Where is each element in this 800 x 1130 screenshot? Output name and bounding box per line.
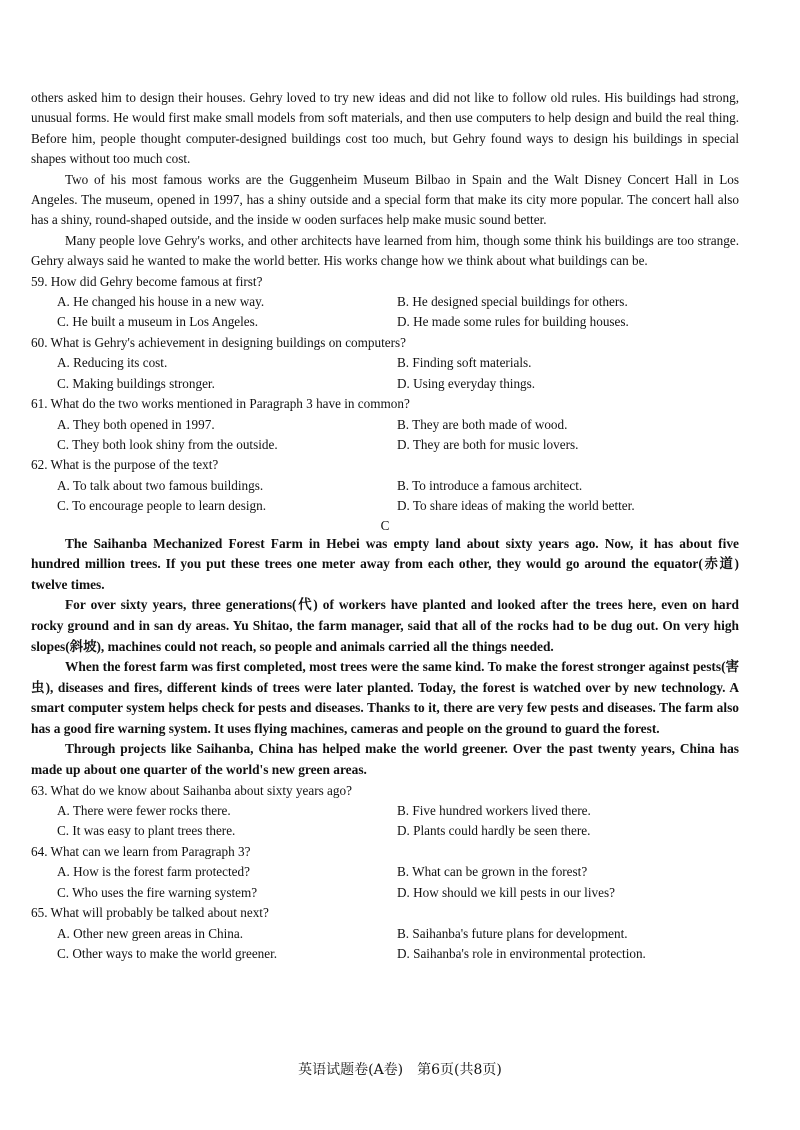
option-d[interactable]: D. To share ideas of making the world better. — [397, 498, 635, 514]
option-b[interactable]: B. They are both made of wood. — [397, 416, 568, 432]
question-stem: 59. How did Gehry become famous at first? — [31, 273, 263, 289]
question-stem: 60. What is Gehry's achievement in designing buildings on computers? — [31, 334, 406, 350]
option-a[interactable]: A. They both opened in 1997. — [57, 416, 215, 432]
passage-c — [31, 534, 739, 781]
option-a[interactable]: A. Other new green areas in China. — [57, 925, 244, 941]
option-b[interactable]: B. Five hundred workers lived there. — [397, 803, 591, 819]
option-c[interactable]: C. He built a museum in Los Angeles. — [57, 314, 259, 330]
option-b[interactable]: B. He designed special buildings for others. — [397, 294, 628, 310]
option-c[interactable]: C. Other ways to make the world greener. — [57, 945, 278, 961]
option-a[interactable]: A. There were fewer rocks there. — [57, 803, 231, 819]
option-d[interactable]: D. He made some rules for building houses. — [397, 314, 629, 330]
passage-b — [31, 88, 739, 272]
section-c-label: C — [380, 517, 390, 533]
option-b[interactable]: B. To introduce a famous architect. — [397, 477, 583, 493]
option-c[interactable]: C. Making buildings stronger. — [57, 375, 215, 391]
option-b[interactable]: B. Saihanba's future plans for development. — [397, 925, 628, 941]
option-a[interactable]: A. How is the forest farm protected? — [57, 864, 250, 880]
question-stem: 64. What can we learn from Paragraph 3? — [31, 843, 251, 859]
option-c[interactable]: C. It was easy to plant trees there. — [57, 823, 236, 839]
question-stem: 61. What do the two works mentioned in Paragraph 3 have in common? — [31, 396, 410, 412]
passage-b-paragraph-2: Two of his most famous works are the Guggenheim Museum Bilbao in Spain and the Walt Disney Concert Hall in Los Angeles. The museum, opened in 1997, has a shiny outside and a special form that make its city more popular. The concert hall also has a shiny, round-shaped outside, and the inside w ooden surfaces help make music sound better. — [31, 171, 739, 228]
passage-c-paragraph-3: When the forest farm was first completed, most trees were the same kind. To make the forest stronger against pests(害虫), diseases and fires, different kinds of trees were later planted. Today, the forest is watched over by new technology. A smart computer system helps check for pests and diseases. Thanks to it, there are very few pests and diseases. The farm also has a good fire warning system. It uses flying machines, cameras and people on the ground to guard the forest. — [31, 659, 739, 736]
passage-b-paragraph-1: others asked him to design their houses. Gehry loved to try new ideas and did not like to follow old rules. His buildings had strong, unusual forms. He would first make small models from soft materials, and then use computers to help design and build the real thing. Before him, people thought computer-designed buildings cost too much, but Gehry found ways to design his buildings in special shapes without too much cost. — [31, 90, 739, 167]
questions-b — [31, 272, 739, 517]
page-footer: 英语试题卷(A卷) 第6页(共8页) — [298, 1062, 502, 1078]
option-d[interactable]: D. They are both for music lovers. — [397, 436, 579, 452]
question-stem: 65. What will probably be talked about next? — [31, 905, 269, 921]
option-d[interactable]: D. Using everyday things. — [397, 375, 536, 391]
option-d[interactable]: D. Saihanba's role in environmental protection. — [397, 945, 646, 961]
option-b[interactable]: B. Finding soft materials. — [397, 355, 532, 371]
passage-c-paragraph-1: The Saihanba Mechanized Forest Farm in Hebei was empty land about sixty years ago. Now, it has about five hundred million trees. If you put these trees one meter away from each other, they would go around the equator(赤道) twelve times. — [31, 535, 739, 592]
passage-c-paragraph-2: For over sixty years, three generations(代) of workers have planted and looked after the trees here, even on hard rocky ground and in san dy areas. Yu Shitao, the farm manager, said that all of the rocks had to be dug out. On very high slopes(斜坡), machines could not reach, so people and animals carried all the things needed. — [31, 597, 739, 654]
question-64 — [31, 842, 739, 903]
option-c[interactable]: C. To encourage people to learn design. — [57, 498, 267, 514]
question-59 — [31, 272, 739, 333]
question-stem: 63. What do we know about Saihanba about sixty years ago? — [31, 782, 352, 798]
option-a[interactable]: A. He changed his house in a new way. — [57, 294, 265, 310]
question-63 — [31, 781, 739, 842]
option-c[interactable]: C. They both look shiny from the outside. — [57, 436, 278, 452]
question-60 — [31, 333, 739, 394]
question-stem: 62. What is the purpose of the text? — [31, 457, 219, 473]
passage-c-paragraph-4: Through projects like Saihanba, China has helped make the world greener. Over the past twenty years, China has made up about one quarter of the world's new green areas. — [31, 741, 739, 778]
exam-page — [31, 88, 739, 964]
questions-c — [31, 781, 739, 965]
option-c[interactable]: C. Who uses the fire warning system? — [57, 884, 258, 900]
option-d[interactable]: D. Plants could hardly be seen there. — [397, 823, 591, 839]
option-a[interactable]: A. To talk about two famous buildings. — [57, 477, 264, 493]
question-61 — [31, 394, 739, 455]
question-62 — [31, 455, 739, 516]
passage-b-paragraph-3: Many people love Gehry's works, and other architects have learned from him, though some think his buildings are too strange. Gehry always said he wanted to make the world better. His works change how we think about what buildings can be. — [31, 232, 739, 269]
option-d[interactable]: D. How should we kill pests in our lives? — [397, 884, 615, 900]
question-65 — [31, 903, 739, 964]
option-b[interactable]: B. What can be grown in the forest? — [397, 864, 588, 880]
option-a[interactable]: A. Reducing its cost. — [57, 355, 168, 371]
